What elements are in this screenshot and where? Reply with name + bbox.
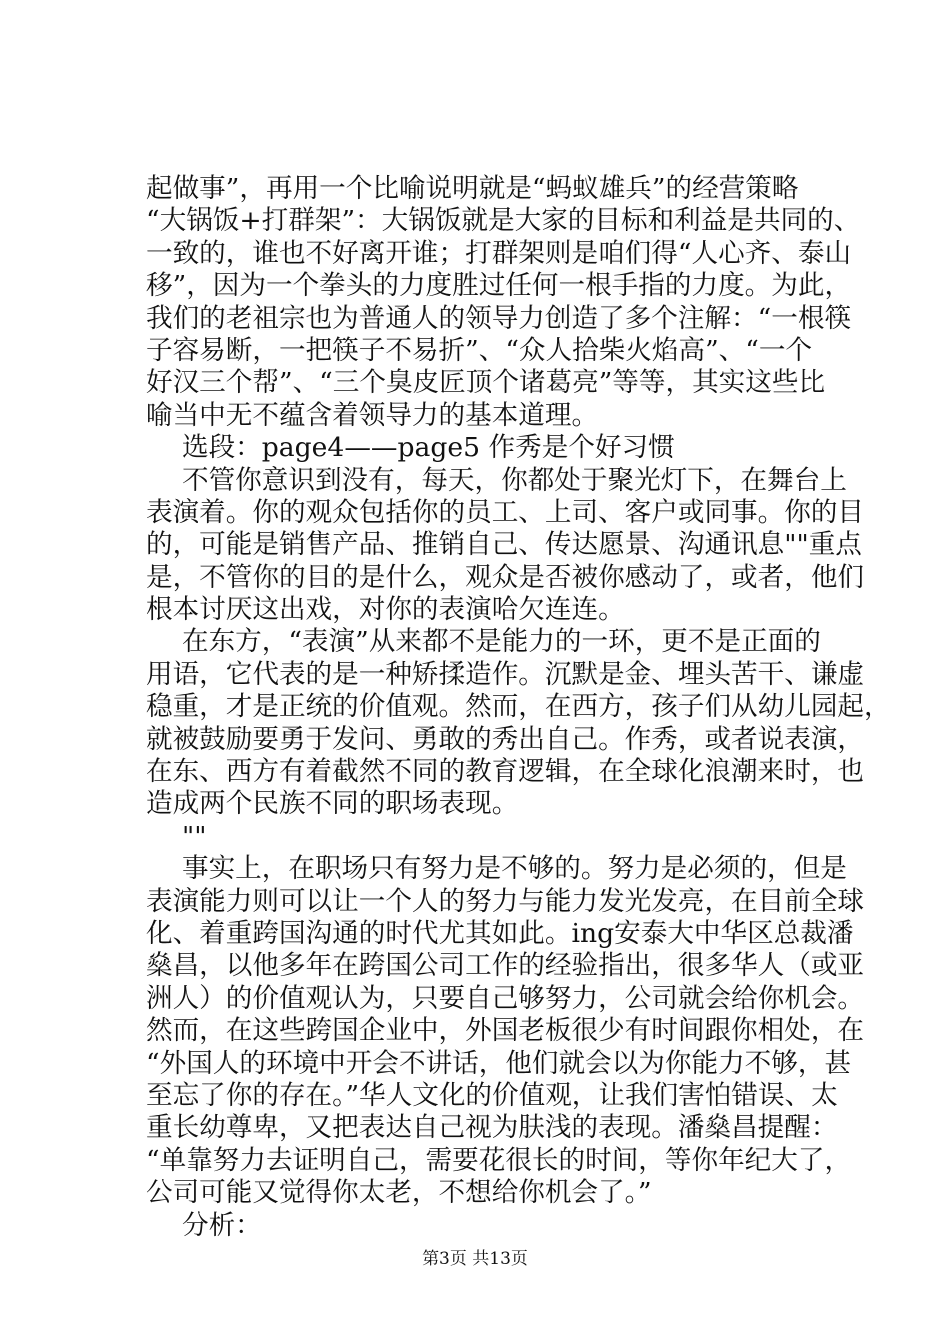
- paragraph-line: 移”，因为一个拳头的力度胜过任何一根手指的力度。为此，: [146, 270, 852, 302]
- paragraph-first-line: 分析：: [182, 1209, 262, 1241]
- paragraph-line: “单靠努力去证明自己，需要花很长的时间，等你年纪大了，: [146, 1144, 852, 1176]
- paragraph-line: “大锅饭+打群架”：大锅饭就是大家的目标和利益是共同的、: [146, 205, 861, 237]
- paragraph-line: 在东、西方有着截然不同的教育逻辑，在全球化浪潮来时，也: [146, 756, 865, 788]
- paragraph-line: “外国人的环境中开会不讲话，他们就会以为你能力不够，甚: [146, 1047, 852, 1079]
- paragraph-first-line: 不管你意识到没有，每天，你都处于聚光灯下，在舞台上: [182, 464, 847, 496]
- paragraph-line: 我们的老祖宗也为普通人的领导力创造了多个注解：“一根筷: [146, 302, 852, 334]
- page-footer: 第3页 共13页: [422, 1249, 528, 1269]
- paragraph-line: 公司可能又觉得你太老，不想给你机会了。”: [146, 1177, 652, 1209]
- paragraph-line: 重长幼尊卑，又把表达自己视为肤浅的表现。潘燊昌提醒：: [146, 1112, 838, 1144]
- paragraph-line: 喻当中无不蕴含着领导力的基本道理。: [146, 399, 599, 431]
- paragraph-line: 燊昌，以他多年在跨国公司工作的经验指出，很多华人（或亚: [146, 950, 865, 982]
- paragraph-first-line: 选段：page4——page5 作秀是个好习惯: [182, 432, 675, 464]
- paragraph-line: 表演能力则可以让一个人的努力与能力发光发亮，在目前全球: [146, 885, 865, 917]
- paragraph-first-line: 事实上，在职场只有努力是不够的。努力是必须的，但是: [182, 853, 847, 885]
- paragraph-line: 子容易断，一把筷子不易折”、“众人拾柴火焰高”、“一个: [146, 334, 813, 366]
- paragraph-line: 稳重，才是正统的价值观。然而，在西方，孩子们从幼儿园起，: [146, 691, 891, 723]
- document-body: [146, 173, 891, 1242]
- paragraph-line: 根本讨厌这出戏，对你的表演哈欠连连。: [146, 594, 625, 626]
- paragraph-line: 化、着重跨国沟通的时代尤其如此。ing安泰大中华区总裁潘: [146, 917, 854, 949]
- paragraph-line: 是，不管你的目的是什么，观众是否被你感动了，或者，他们: [146, 561, 865, 593]
- paragraph-first-line: 起做事”，再用一个比喻说明就是“蚂蚁雄兵”的经营策略: [146, 173, 799, 204]
- paragraph-line: 然而，在这些跨国企业中，外国老板很少有时间跟你相处，在: [146, 1015, 865, 1047]
- paragraph-first-line: 在东方，“表演”从来都不是能力的一环，更不是正面的: [182, 626, 821, 658]
- paragraph-line: 的，可能是销售产品、推销自己、传达愿景、沟通讯息""重点: [146, 529, 862, 561]
- paragraph-line: 表演着。你的观众包括你的员工、上司、客户或同事。你的目: [146, 496, 865, 528]
- paragraph-line: 一致的，谁也不好离开谁；打群架则是咱们得“人心齐、泰山: [146, 237, 852, 269]
- paragraph-line: 至忘了你的存在。”华人文化的价值观，让我们害怕错误、太: [146, 1079, 838, 1111]
- paragraph-first-line: "": [182, 820, 207, 852]
- paragraph-line: 造成两个民族不同的职场表现。: [146, 788, 519, 820]
- paragraph-line: 洲人）的价值观认为，只要自己够努力，公司就会给你机会。: [146, 982, 865, 1014]
- paragraph-line: 好汉三个帮”、“三个臭皮匠顶个诸葛亮”等等，其实这些比: [146, 367, 826, 399]
- paragraph-line: 就被鼓励要勇于发问、勇敢的秀出自己。作秀，或者说表演，: [146, 723, 865, 755]
- paragraph-line: 用语，它代表的是一种矫揉造作。沉默是金、埋头苦干、谦虚: [146, 658, 865, 690]
